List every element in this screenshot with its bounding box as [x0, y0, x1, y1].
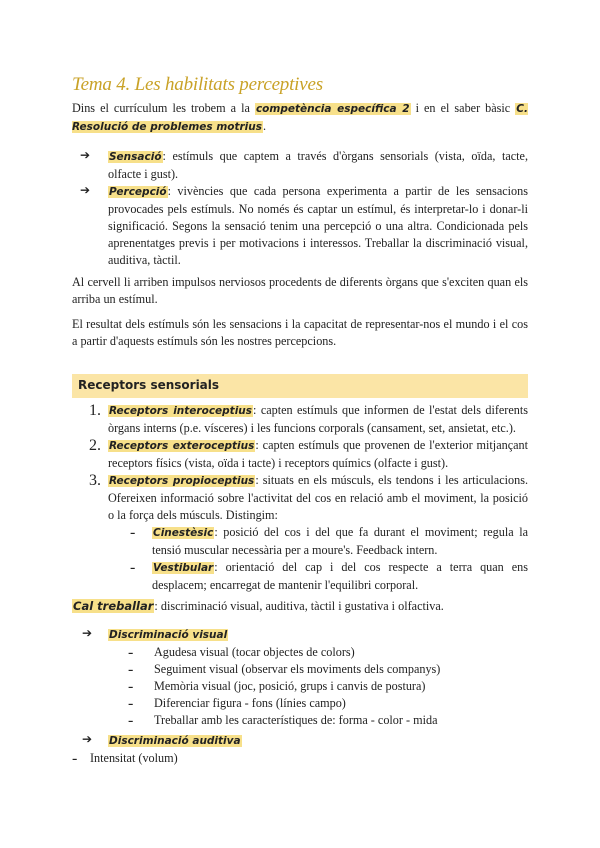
dash-bullet: - [72, 750, 78, 767]
list-number: 3. [89, 472, 101, 489]
arrow-icon: ➔ [82, 626, 93, 640]
paragraph-resultat [72, 316, 528, 350]
subtype-item [72, 559, 528, 594]
receptor-item [72, 472, 528, 524]
subtype-text: : posició del cos i del que fa durant el moviment; regula la tensió muscular necessària per a moure's. Feedback intern. [152, 525, 528, 557]
receptor-item [72, 402, 528, 437]
subtype-item [72, 524, 528, 559]
paragraph-text: El resultat dels estímuls són les sensacions i la capacitat de representar-nos el mundo i el cos a partir d'aquests estímuls són les nostres percepcions. [72, 317, 528, 348]
list-item-text: Diferenciar figura - fons (línies campo) [154, 696, 346, 710]
cal-text: : discriminació visual, auditiva, tàctil i gustativa i olfactiva. [154, 599, 444, 613]
intro-text-mid: i en el saber bàsic [410, 101, 516, 115]
visual-section [72, 626, 528, 729]
list-item-text: Seguiment visual (observar els moviments dels companys) [154, 662, 441, 676]
term-interoceptius: Receptors interoceptius [109, 405, 253, 417]
list-item-text: Memòria visual (joc, posició, grups i canvis de postura) [154, 679, 426, 693]
highlight-saber: C. Resolució de problemes motrius [72, 103, 528, 133]
list-item-text: Treballar amb les característiques de: forma - color - mida [154, 713, 438, 727]
subtype-text: : orientació del cap i del cos respecte a terra quan ens desplacem; encarregat de mantenir l'equilibri corporal. [152, 560, 528, 592]
auditiva-heading [72, 732, 528, 750]
definition-item [72, 148, 528, 183]
arrow-icon: ➔ [82, 732, 93, 746]
paragraph-cervell [72, 274, 528, 308]
receptors-list [72, 402, 528, 594]
section-heading: Receptors sensorials [78, 378, 220, 392]
list-item-text: Agudesa visual (tocar objectes de colors) [154, 645, 355, 659]
intro-text-end: . [263, 119, 267, 133]
auditiva-heading-text: Discriminació auditiva [109, 735, 241, 747]
term-cal-treballar: Cal treballar [73, 599, 154, 613]
dash-bullet: - [128, 712, 134, 729]
term-exteroceptius: Receptors exteroceptius [109, 440, 255, 452]
paragraph-text: Al cervell li arriben impulsos nerviosos procedents de diferents òrgans que s'exciten quan els arriba un estímul. [72, 275, 528, 306]
definition-text: : estímuls que captem a través d'òrgans sensorials (vista, oïda, tacte, olfacte i gust). [108, 149, 528, 181]
list-item [72, 712, 528, 729]
visual-heading-text: Discriminació visual [109, 629, 228, 641]
term-percepcio: Percepció [109, 186, 167, 198]
receptor-text: : capten estímuls que informen de l'estat dels diferents òrgans interns (p.e. vísceres) i les funcions corporals (cansament, set, ansietat, etc.). [108, 403, 528, 435]
term-sensacio: Sensació [109, 151, 162, 163]
list-item [72, 661, 528, 678]
visual-heading [72, 626, 528, 644]
definitions-list [72, 148, 528, 269]
arrow-icon: ➔ [80, 183, 91, 197]
intro-text: Dins el currículum les trobem a la [72, 101, 255, 115]
list-item [72, 644, 528, 661]
receptor-text: : capten estímuls que provenen de l'exterior mitjançant receptors físics (vista, oïda i tacte) i receptors químics (olfacte i gust). [108, 438, 528, 470]
term-propioceptius: Receptors propioceptius [109, 475, 255, 487]
section-heading-band [72, 374, 528, 398]
page-title: Tema 4. Les habilitats perceptives [72, 74, 323, 95]
list-item-text: Intensitat (volum) [90, 751, 178, 765]
term-vestibular: Vestibular [153, 562, 214, 574]
dash-bullet: - [128, 695, 134, 712]
list-item [72, 695, 528, 712]
definition-text: : vivències que cada persona experimenta a partir de les sensacions provocades pels estímuls. No només és captar un estímul, és interpretar-lo i donar-li significació. Segons la sensació tenim una percepció o una altra. Condicionada pels aprenentatges previs i per motivacions i interessos. Treballar la discriminació visual, auditiva, tàctil. [108, 184, 528, 267]
list-number: 1. [89, 402, 101, 419]
definition-item [72, 183, 528, 269]
term-cinestesic: Cinestèsic [153, 527, 214, 539]
list-item [72, 750, 528, 767]
highlight-competencia: competència específica 2 [255, 103, 410, 115]
dash-bullet: - [128, 678, 134, 695]
dash-bullet: - [128, 644, 134, 661]
auditiva-section [72, 732, 528, 767]
intro-paragraph [72, 100, 528, 136]
dash-bullet: - [130, 524, 136, 541]
cal-treballar-paragraph [72, 598, 528, 615]
receptor-text: : situats en els músculs, els tendons i les articulacions. Ofereixen informació sobre l'activitat del cos en relació amb el moviment, la posició o la força dels músculs. Distingim: [108, 473, 528, 522]
arrow-icon: ➔ [80, 148, 91, 162]
list-item [72, 678, 528, 695]
receptor-item [72, 437, 528, 472]
list-number: 2. [89, 437, 101, 454]
dash-bullet: - [130, 559, 136, 576]
dash-bullet: - [128, 661, 134, 678]
